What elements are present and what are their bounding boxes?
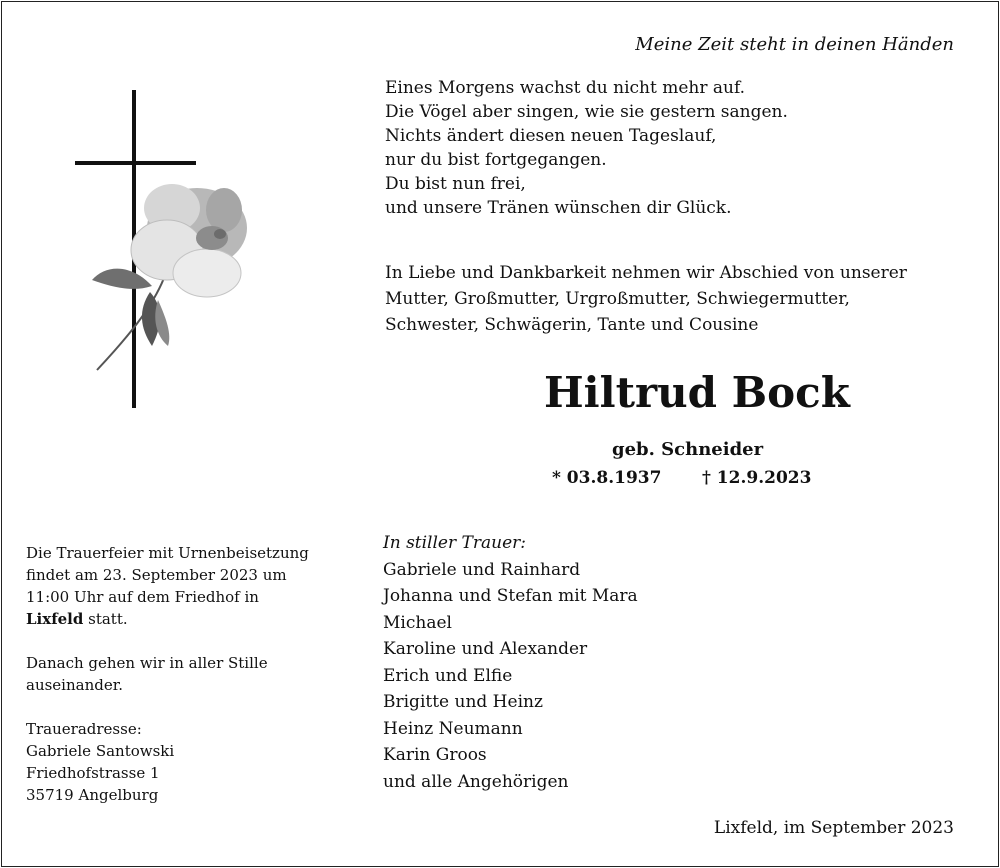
mourner-entry: Heinz Neumann [383,718,523,739]
death-date: † 12.9.2023 [702,468,812,488]
mourner-entry: Karoline und Alexander [383,639,588,659]
mourner-entry: Brigitte und Heinz [383,692,543,712]
mourner-entry: und alle Angehörigen [383,771,569,792]
poem-line: Die Vögel aber singen, wie sie gestern sangen. [385,102,788,122]
ceremony-line: findet am 23. September 2023 um [26,566,287,584]
address-line: Traueradresse: [26,720,142,738]
ceremony-line: Die Trauerfeier mit Urnenbeisetzung [26,544,309,562]
address-line: Friedhofstrasse 1 [26,764,160,782]
obituary-notice [1,1,999,867]
address-line: 35719 Angelburg [26,786,159,804]
maiden-name: geb. Schneider [612,439,764,460]
ceremony-info [26,542,309,828]
farewell-note [26,652,309,696]
poem-line: Nichts ändert diesen neuen Tageslauf, [385,126,717,146]
farewell-line: In Liebe und Dankbarkeit nehmen wir Abschied von unserer [385,263,907,283]
poem-line: Du bist nun frei, [385,174,526,194]
birth-date: * 03.8.1937 [552,468,662,488]
ceremony-line: 11:00 Uhr auf dem Friedhof in [26,588,259,606]
farewell-text [385,260,907,338]
mourner-entry: Johanna und Stefan mit Mara [383,586,638,606]
mourners-list [383,530,638,795]
ceremony-details [26,542,309,630]
farewell-line: Mutter, Großmutter, Urgroßmutter, Schwiegermutter, [385,289,850,309]
farewell-note-line: Danach gehen wir in aller Stille [26,654,268,672]
mourner-entry: Michael [383,612,452,633]
poem-line: und unsere Tränen wünschen dir Glück. [385,198,732,218]
farewell-line: Schwester, Schwägerin, Tante und Cousine [385,315,759,335]
address-line: Gabriele Santowski [26,742,175,760]
flower-icon [92,184,247,370]
cross-flower-artwork [72,88,252,410]
ceremony-line [26,608,309,630]
ceremony-place: Lixfeld [26,610,84,628]
deceased-name: Hiltrud Bock [544,368,850,417]
mourning-address [26,718,309,806]
poem-line: nur du bist fortgegangen. [385,150,607,170]
mourner-entry: Gabriele und Rainhard [383,559,581,580]
mourner-entry: Karin Groos [383,745,487,765]
ceremony-suffix: statt. [83,610,128,628]
mourners-heading: In stiller Trauer: [383,533,526,553]
farewell-note-line: auseinander. [26,676,124,694]
poem [385,76,788,220]
motto: Meine Zeit steht in deinen Händen [635,34,954,55]
poem-line: Eines Morgens wachst du nicht mehr auf. [385,78,746,98]
place-date-signoff: Lixfeld, im September 2023 [713,818,954,838]
mourner-entry: Erich und Elfie [383,665,513,686]
